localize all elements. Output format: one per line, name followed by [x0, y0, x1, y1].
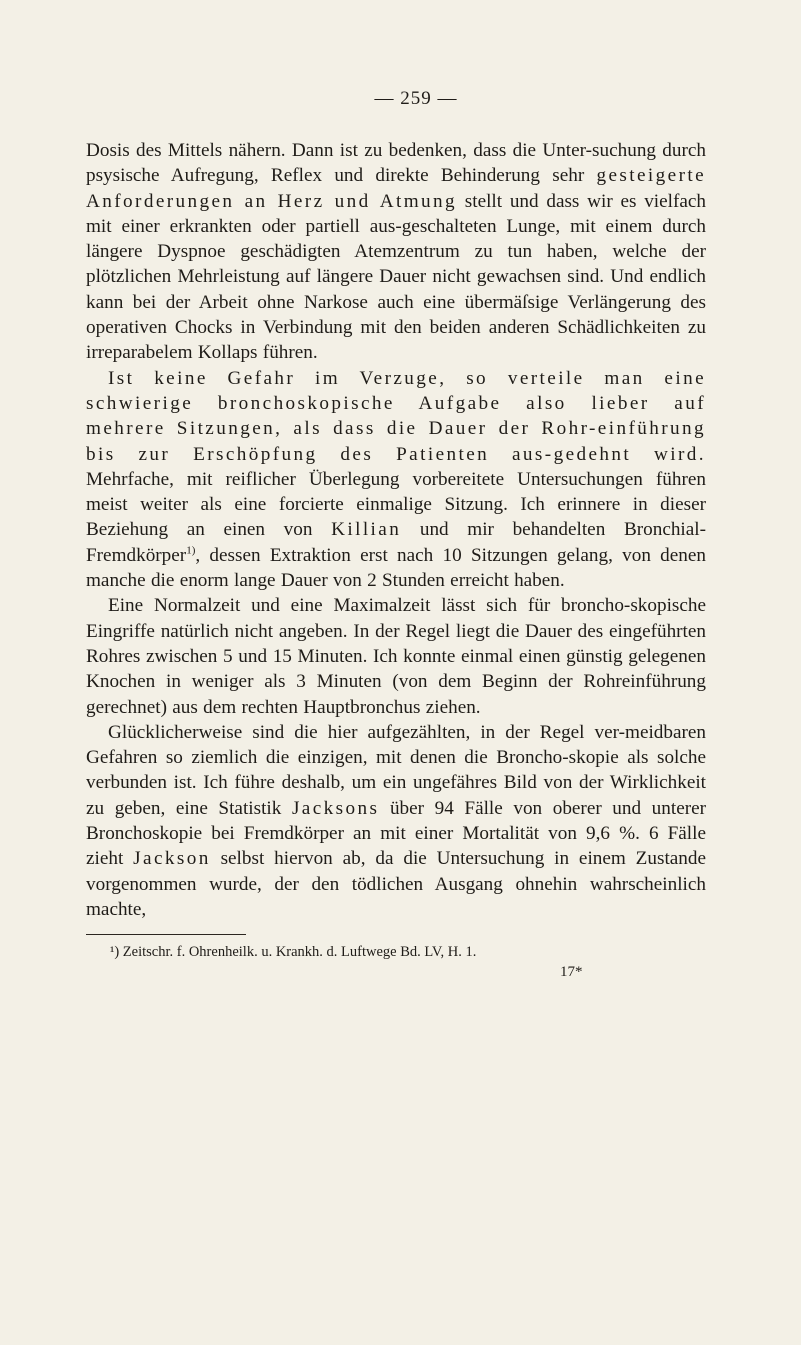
paragraph-2-emphasis: Ist keine Gefahr im Verzuge, so verteile man eine schwierige bronchoskopische Aufgabe also lieber auf mehrere Sitzungen, als dass die Dauer der Rohr-einführung bis zur Erschöpfung des Patienten aus-gedehnt wird.	[86, 367, 706, 465]
paragraph-4-text-a: Glücklicherweise sind die hier aufgezählten, in der Regel ver-meidbaren Gefahren so ziemlich die einzigen, mit denen die Broncho-skopie als solche verbunden ist. Ich führe deshalb, um ein ungefähres Bild von der Wirklichkeit zu geben, eine Statistik	[86, 721, 706, 819]
footnote-marker: 1)	[186, 544, 196, 557]
paragraph-2-text-f: , dessen Extraktion erst nach 10 Sitzungen gelang, von denen manche die enorm lange Dauer von 2 Stunden erreicht haben.	[86, 544, 706, 592]
body-text	[86, 138, 706, 922]
paragraph-1	[86, 138, 706, 366]
footnote: ¹) Zeitschr. f. Ohrenheilk. u. Krankh. d. Luftwege Bd. LV, H. 1.	[110, 944, 477, 961]
paragraph-1-emphasis: gesteigerte Anforderungen an Herz und Atmung	[86, 165, 707, 212]
paragraph-2-text-d: und mir behandelten Bronchial-Fremdkörper	[86, 519, 706, 566]
author-name-killian: Killian	[331, 519, 402, 541]
page-number: — 259 —	[374, 88, 458, 109]
author-name-jackson: Jackson	[133, 848, 211, 870]
paragraph-3: Eine Normalzeit und eine Maximalzeit lässt sich für broncho-skopische Eingriffe natürlich nicht angeben. In der Regel liegt die Dauer des eingeführten Rohres zwischen 5 und 15 Minuten. Ich konnte einmal einen günstig gelegenen Knochen in weniger als 3 Minuten (von dem Beginn der Rohreinführung gerechnet) aus dem rechten Hauptbronchus ziehen.	[86, 595, 706, 718]
book-page	[86, 88, 706, 981]
author-name-jacksons: Jacksons	[291, 797, 380, 819]
signature-mark: 17*	[560, 964, 583, 981]
paragraph-4-text-e: selbst hiervon ab, da die Untersuchung in einem Zustande vorgenommen wurde, der den tödlichen Ausgang ohnehin wahrscheinlich machte,	[86, 848, 706, 920]
paragraph-4-text-c: über 94 Fälle von oberer und unterer Bronchoskopie bei Fremdkörper an mit einer Mortalität von 9,6 %. 6 Fälle zieht	[86, 797, 707, 870]
paragraph-2-text-b: Mehrfache, mit reiflicher Überlegung vorbereitete Untersuchungen führen meist weiter als eine forcierte einmalige Sitzung. Ich erinnere in dieser Beziehung an einen von	[86, 468, 706, 541]
paragraph-1-text-c: stellt und dass wir es vielfach mit einer erkrankten oder partiell aus-geschalteten Lunge, mit einem durch längere Dyspnoe geschädigten Atemzentrum zu tun haben, welche der plötzlichen Mehrleistung auf längere Dauer nicht gewachsen sind. Und endlich kann bei der Arbeit ohne Narkose auch eine übermäſsige Verlängerung des operativen Chocks in Verbindung mit den beiden anderen Schädlichkeiten zu irreparabelem Kollaps führen.	[86, 190, 706, 364]
paragraph-2	[86, 366, 706, 594]
paragraph-1-text-a: Dosis des Mittels nähern. Dann ist zu bedenken, dass die Unter-suchung durch psysische Aufregung, Reflex und direkte Behinderung sehr	[86, 140, 706, 187]
footnote-divider	[86, 934, 246, 935]
paragraph-4	[86, 720, 706, 922]
